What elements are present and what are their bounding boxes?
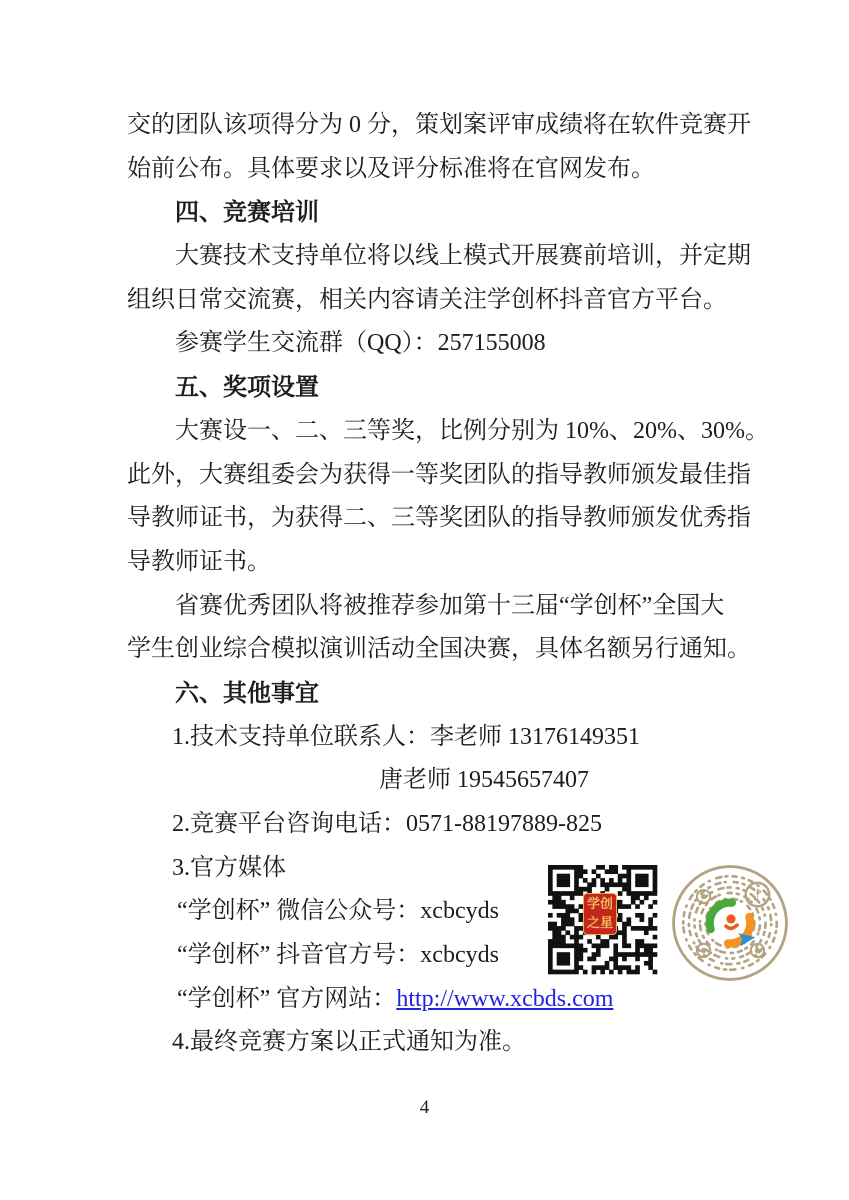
final-note-line: 4.最终竞赛方案以正式通知为准。	[172, 1029, 526, 1056]
wechat-qr-code	[546, 863, 659, 976]
finals-paragraph-line-1: 省赛优秀团队将被推荐参加第十三届“学创杯”全国大	[175, 592, 725, 619]
qq-group-line: 参赛学生交流群（QQ）：257155008	[175, 330, 546, 357]
qr-logo-text-top: 学创	[586, 896, 613, 911]
section-heading-other: 六、其他事宜	[175, 679, 319, 707]
qr-logo-text-bottom: 之星	[586, 915, 613, 930]
section-heading-training: 四、竞赛培训	[175, 199, 319, 227]
music-note-icon: ♪	[752, 885, 763, 905]
hotline-line: 2.竞赛平台咨询电话：0571-88197889-825	[172, 811, 602, 837]
douyin-account-line: “学创杯” 抖音官方号：xcbcyds	[177, 942, 499, 969]
contact-line-2: 唐老师 19545657407	[379, 767, 589, 794]
official-media-heading: 3.官方媒体	[172, 854, 286, 881]
section-heading-awards: 五、奖项设置	[175, 374, 319, 402]
wechat-qr-center-logo	[583, 893, 617, 935]
intro-paragraph-line-2: 始前公布。具体要求以及评分标准将在官网发布。	[127, 155, 655, 182]
awards-paragraph-line-3: 导教师证书，为获得二、三等奖团队的指导教师颁发优秀指	[127, 505, 751, 532]
website-label: “学创杯” 官方网站：	[177, 985, 397, 1012]
douyin-qr-code	[669, 862, 791, 984]
awards-paragraph-line-1: 大赛设一、二、三等奖，比例分别为 10%、20%、30%。	[175, 417, 769, 444]
training-paragraph-line-2: 组织日常交流赛，相关内容请关注学创杯抖音官方平台。	[127, 286, 727, 313]
intro-paragraph-line-1: 交的团队该项得分为 0 分，策划案评审成绩将在软件竞赛开	[127, 112, 751, 138]
wechat-account-line: “学创杯” 微信公众号：xcbcyds	[177, 898, 499, 925]
website-line	[127, 978, 733, 1022]
awards-paragraph-line-2: 此外，大赛组委会为获得一等奖团队的指导教师颁发最佳指	[127, 461, 751, 488]
website-link[interactable]: http://www.xcbds.com	[396, 985, 614, 1012]
contact-line-1: 1.技术支持单位联系人：李老师 13176149351	[172, 723, 640, 750]
training-paragraph-line-1: 大赛技术支持单位将以线上模式开展赛前培训，并定期	[175, 243, 751, 270]
page-number: 4	[419, 1097, 430, 1118]
finals-paragraph-line-2: 学生创业综合模拟演训活动全国决赛，具体名额另行通知。	[127, 636, 751, 663]
awards-paragraph-line-4: 导教师证书。	[127, 548, 271, 575]
